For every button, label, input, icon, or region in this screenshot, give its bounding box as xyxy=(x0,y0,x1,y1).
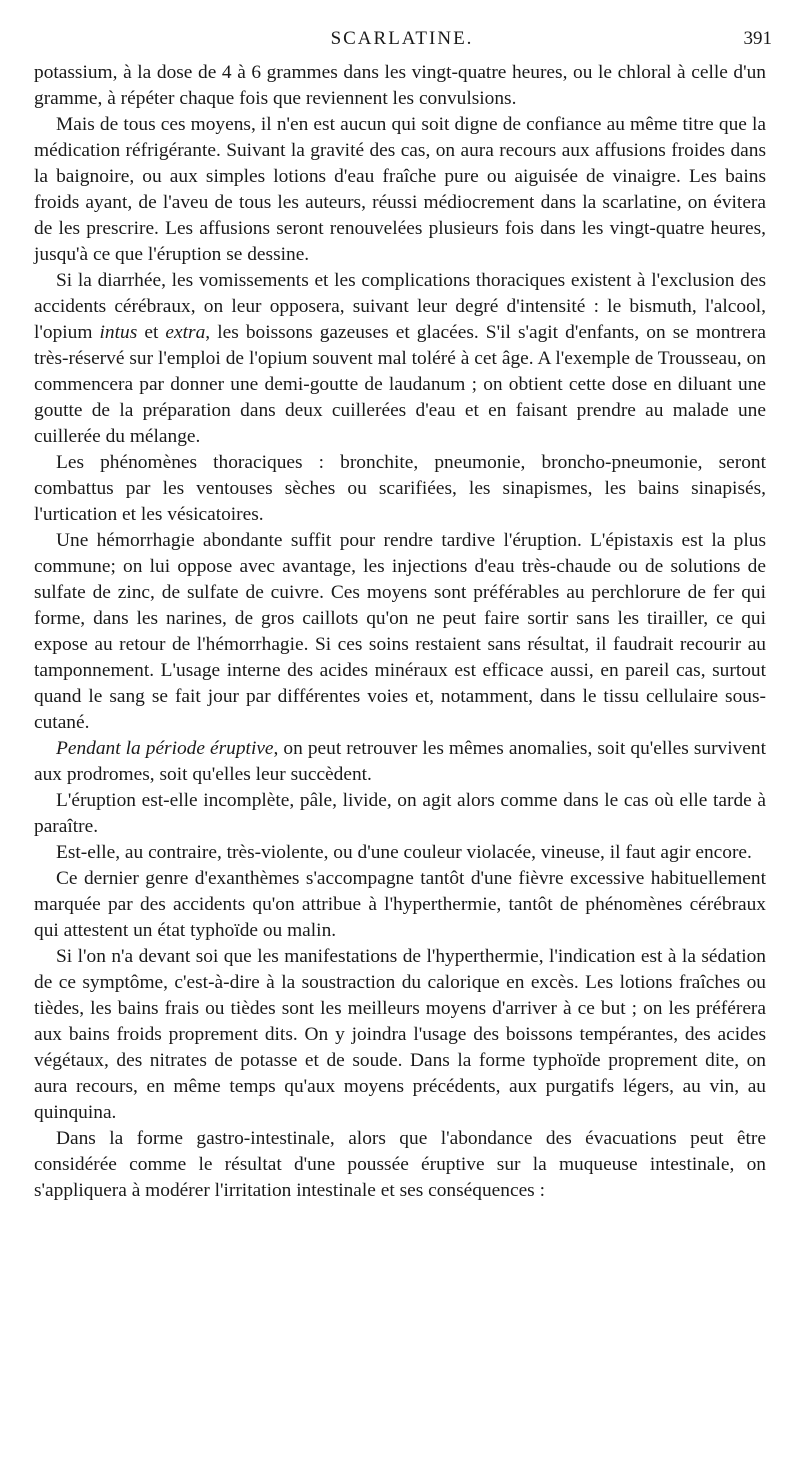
text-run: , les boissons gazeuses et glacées. S'il s'agit d'enfants, on se montrera très-réservé sur l'emploi de l'opium souvent mal toléré à cet âge. A l'exemple de Trousseau, on commencera par donner une demi-goutte de laudanum ; on obtient cette dose en diluant une goutte de la préparation dans deux cuillerées d'eau et en faisant prendre au malade une cuillerée du mélange. xyxy=(34,322,766,447)
italic-term: intus xyxy=(99,322,138,343)
running-title: SCARLATINE. xyxy=(330,28,474,49)
paragraph: Est-elle, au contraire, très-violente, ou d'une couleur violacée, vineuse, il faut agir encore. xyxy=(56,842,752,863)
paragraph: Les phénomènes thoraciques : bronchite, pneumonie, broncho-pneumonie, seront combattus par les ventouses sèches ou scarifiées, les sinapismes, les bains sinapisés, l'urtication et les vésicatoires. xyxy=(34,452,766,525)
paragraph: Une hémorrhagie abondante suffit pour rendre tardive l'éruption. L'épistaxis est la plus commune; on lui oppose avec avantage, les injections d'eau très-chaude ou de solutions de sulfate de zinc, de sulfate de cuivre. Ces moyens sont préférables au perchlorure de fer qui forme, dans les narines, de gros caillots qu'on ne peut faire sortir sans les tirailler, ce qui expose au retour de l'hémorrhagie. Si ces soins restaient sans résultat, il faudrait recourir au tamponnement. L'usage interne des acides minéraux est efficace aussi, en pareil cas, surtout quand le sang se fait jour par différentes voies et, notamment, dans le tissu cellulaire sous-cutané. xyxy=(34,530,766,733)
paragraph: Ce dernier genre d'exanthèmes s'accompagne tantôt d'une fièvre excessive habituellement marquée par des accidents qu'on attribue à l'hyperthermie, tantôt de phénomènes cérébraux qui attestent un état typhoïde ou malin. xyxy=(34,868,766,941)
paragraph xyxy=(34,268,766,450)
body-text xyxy=(34,60,766,1204)
paragraph: potassium, à la dose de 4 à 6 grammes dans les vingt-quatre heures, ou le chloral à celle d'un gramme, à répéter chaque fois que reviennent les convulsions. xyxy=(34,62,766,109)
text-run: , on peut retrouver les mêmes anomalies, soit qu'elles survivent aux prodromes, soit qu'elles leur succèdent. xyxy=(34,738,766,785)
paragraph: Si l'on n'a devant soi que les manifestations de l'hyperthermie, l'indication est à la sédation de ce symptôme, c'est-à-dire à la soustraction du calorique en excès. Les lotions fraîches ou tièdes, les bains frais ou tièdes sont les meilleurs moyens d'arriver à ce but ; on les préférera aux bains froids proprement dits. On y joindra l'usage des boissons tempérantes, des acides végétaux, des nitrates de potasse et de soude. Dans la forme typhoïde proprement dite, on aura recours, en même temps qu'aux moyens précédents, aux purgatifs légers, au vin, au quinquina. xyxy=(34,946,766,1123)
italic-term: extra xyxy=(165,322,206,343)
paragraph: L'éruption est-elle incomplète, pâle, livide, on agit alors comme dans le cas où elle tarde à paraître. xyxy=(34,790,766,837)
paragraph: Mais de tous ces moyens, il n'en est aucun qui soit digne de confiance au même titre que la médication réfrigérante. Suivant la gravité des cas, on aura recours aux affusions froides dans la baignoire, ou aux simples lotions d'eau fraîche pure ou aiguisée de vinaigre. Les bains froids ayant, de l'aveu de tous les auteurs, réussi médiocrement dans la scarlatine, on évitera de les prescrire. Les affusions seront renouvelées plusieurs fois dans les vingt-quatre heures, jusqu'à ce que l'éruption se dessine. xyxy=(34,114,766,265)
page-header xyxy=(32,28,772,58)
text-run: Si la diarrhée, les vomissements et les complications thoraciques existent à l'exclusion des accidents cérébraux, on leur opposera, suivant leur degré d'intensité : le bismuth, l'alcool, l'opium xyxy=(34,270,766,343)
text-run: et xyxy=(137,322,166,343)
italic-heading: Pendant la période éruptive xyxy=(56,738,274,759)
paragraph: Dans la forme gastro-intestinale, alors que l'abondance des évacuations peut être considérée comme le résultat d'une poussée éruptive sur la muqueuse intestinale, on s'appliquera à modérer l'irritation intestinale et ses conséquences : xyxy=(34,1128,766,1201)
page-number: 391 xyxy=(743,28,772,49)
paragraph xyxy=(34,736,766,788)
